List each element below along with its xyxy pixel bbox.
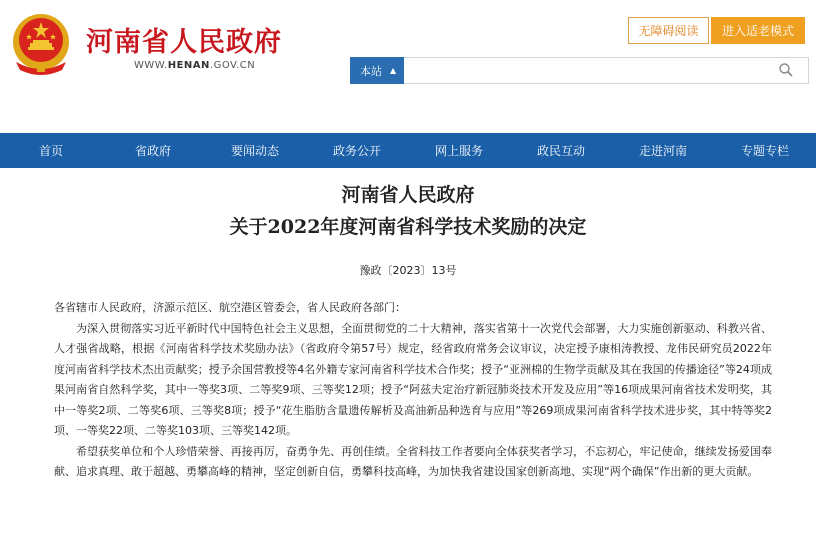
- paragraph-1: 为深入贯彻落实习近平新时代中国特色社会主义思想，全面贯彻党的二十大精神，落实省第十一次党代会部署，大力实施创新驱动、科教兴省、人才强省战略，根据《河南省科学技术奖励办法》（省政府令第57号）规定，经省政府常务会议审议，决定授予康相涛教授、龙伟民研究员2022年度河南省科学技术杰出贡献奖；授予余国营教授等4名外籍专家河南省科学技术合作奖；授予“亚洲棉的生物学贡献及其在我国的传播途径”等24项成果河南省自然科学奖，其中一等奖3项、二等奖9项、三等奖12项；授予“阿兹夫定治疗新冠肺炎技术开发及应用”等16项成果河南省技术发明奖，其中一等奖2项、二等奖6项、三等奖8项；授予“花生脂肪含量遗传解析及高油新品种选育与应用”等269项成果河南省科学技术进步奖，其中特等奖2项、一等奖22项、二等奖103项、三等奖142项。: [54, 321, 772, 437]
- site-url-prefix: WWW.: [134, 60, 168, 71]
- nav-item-provincial-government[interactable]: 省政府: [134, 144, 171, 158]
- article-title-line2: 关于2022年度河南省科学技术奖励的决定: [229, 216, 587, 238]
- nav-item-home[interactable]: 首页: [38, 144, 63, 158]
- salutation: 各省辖市人民政府，济源示范区、航空港区管委会，省人民政府各部门：: [54, 301, 406, 314]
- national-emblem-icon: [6, 10, 76, 78]
- document-number: 豫政〔2023〕13号: [359, 264, 457, 277]
- article: [0, 168, 816, 556]
- paragraph-2: 希望获奖单位和个人珍惜荣誉、再接再厉，奋勇争先、再创佳绩。全省科技工作者要向全体获奖者学习，不忘初心，牢记使命，继续发扬爱国奉献、追求真理、敢于超越、勇攀高峰的精神，坚定创新自信，勇攀科技高峰，为加快我省建设国家创新高地、实现“两个确保”作出新的更大贡献。: [54, 444, 772, 478]
- nav-item-about-henan[interactable]: 走进河南: [638, 144, 687, 158]
- elder-mode-button[interactable]: 进入适老模式: [711, 17, 805, 44]
- updown-caret-icon: ▲︎: [390, 66, 397, 75]
- site-url-domain: HENAN: [167, 60, 210, 71]
- site-header: [0, 0, 816, 133]
- search-scope-label: 本站: [360, 64, 382, 78]
- search-scope-select[interactable]: [350, 57, 404, 84]
- main-nav: [0, 133, 816, 168]
- article-body: [54, 298, 772, 483]
- nav-item-special-topics[interactable]: 专题专栏: [740, 144, 789, 158]
- nav-item-open-government[interactable]: 政务公开: [332, 144, 381, 158]
- accessible-reading-button[interactable]: 无障碍阅读: [628, 17, 709, 44]
- site-title: 河南省人民政府: [86, 27, 282, 58]
- nav-item-online-services[interactable]: 网上服务: [434, 144, 483, 158]
- article-title-line1: 河南省人民政府: [341, 184, 475, 206]
- site-url-suffix: .GOV.CN: [209, 60, 256, 71]
- search-icon[interactable]: [778, 62, 794, 78]
- site-url: [134, 60, 255, 71]
- nav-item-news[interactable]: 要闻动态: [230, 144, 279, 158]
- nav-item-interaction[interactable]: 政民互动: [536, 144, 585, 158]
- search-input[interactable]: [404, 57, 809, 84]
